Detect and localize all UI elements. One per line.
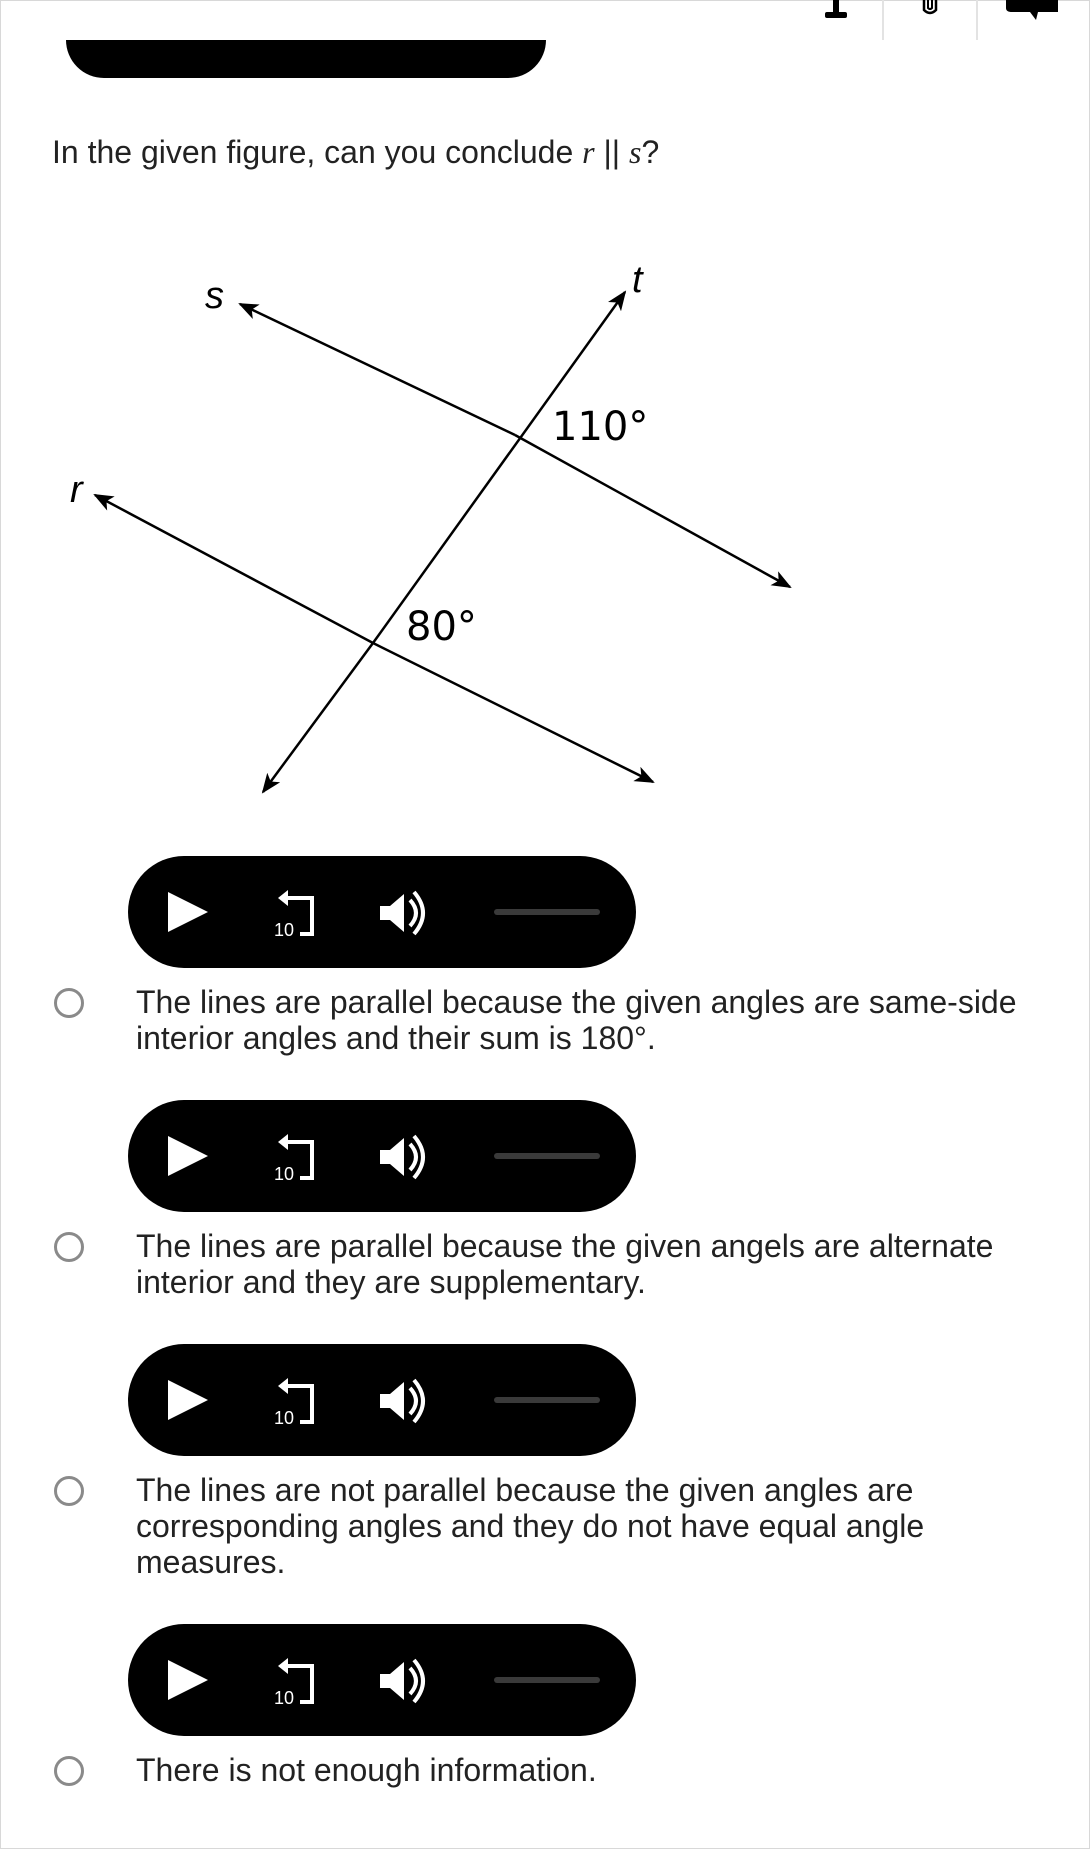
radio-button[interactable] — [54, 1476, 84, 1506]
rewind-10-button[interactable] — [268, 1656, 328, 1708]
line-t — [373, 292, 625, 643]
audio-player-cropped — [66, 40, 546, 78]
line-r — [373, 643, 653, 782]
rewind-10-icon — [268, 1132, 328, 1184]
volume-button[interactable] — [378, 1378, 438, 1424]
label-r: r — [70, 469, 83, 511]
question-text — [52, 134, 659, 171]
rewind-label: 10 — [274, 1408, 295, 1428]
rewind-10-icon — [268, 1656, 328, 1708]
play-icon — [164, 1134, 210, 1178]
seek-bar[interactable] — [494, 1397, 600, 1403]
rewind-10-button[interactable] — [268, 1376, 328, 1428]
volume-button[interactable] — [378, 1134, 438, 1180]
audio-player — [128, 856, 636, 968]
parallel-symbol: || — [594, 134, 629, 170]
play-icon — [164, 890, 210, 934]
label-s: s — [205, 275, 224, 317]
angle-80-label: 80° — [406, 604, 477, 650]
radio-button[interactable] — [54, 988, 84, 1018]
radio-button[interactable] — [54, 1232, 84, 1262]
play-button[interactable] — [164, 1658, 210, 1702]
volume-button[interactable] — [378, 1658, 438, 1704]
question-var-r: r — [582, 134, 595, 170]
play-icon — [164, 1378, 210, 1422]
rewind-label: 10 — [274, 920, 295, 940]
play-button[interactable] — [164, 890, 210, 934]
option-text: The lines are not parallel because the given angles are corresponding angles and they do not have equal angle measures. — [136, 1472, 925, 1580]
text-cursor-tool-button[interactable] — [790, 0, 882, 40]
attachment-tool-button[interactable] — [884, 0, 976, 40]
rewind-label: 10 — [274, 1688, 295, 1708]
radio-button[interactable] — [54, 1756, 84, 1786]
audio-player — [128, 1100, 636, 1212]
volume-icon — [378, 1378, 438, 1424]
rewind-10-icon — [268, 1376, 328, 1428]
paperclip-icon — [884, 0, 976, 40]
top-toolbar — [790, 0, 1090, 40]
audio-player — [128, 1624, 636, 1736]
line-s — [515, 435, 790, 587]
question-var-s: s — [628, 134, 642, 170]
play-button[interactable] — [164, 1378, 210, 1422]
angle-110-label: 110° — [552, 404, 649, 450]
geometry-figure — [50, 240, 810, 810]
label-t: t — [632, 259, 643, 301]
option-text: The lines are parallel because the given angles are same-side interior angles and their sum is 180°. — [136, 984, 1017, 1056]
line-t — [263, 643, 373, 792]
volume-button[interactable] — [378, 890, 438, 936]
play-button[interactable] — [164, 1134, 210, 1178]
speech-bubble-icon — [978, 0, 1090, 40]
question-suffix: ? — [641, 134, 660, 170]
option-text: There is not enough information. — [136, 1752, 597, 1788]
question-prefix: In the given figure, can you conclude — [52, 134, 583, 170]
seek-bar[interactable] — [494, 909, 600, 915]
seek-bar[interactable] — [494, 1677, 600, 1683]
seek-bar[interactable] — [494, 1153, 600, 1159]
option-text: The lines are parallel because the given angels are alternate interior and they are supplementary. — [136, 1228, 994, 1300]
line-r — [95, 495, 373, 643]
rewind-10-button[interactable] — [268, 1132, 328, 1184]
audio-player — [128, 1344, 636, 1456]
rewind-10-button[interactable] — [268, 888, 328, 940]
volume-icon — [378, 890, 438, 936]
comment-tool-button[interactable] — [978, 0, 1070, 40]
line-s — [240, 304, 515, 435]
volume-icon — [378, 1134, 438, 1180]
volume-icon — [378, 1658, 438, 1704]
rewind-label: 10 — [274, 1164, 295, 1184]
text-cursor-icon — [790, 0, 882, 40]
play-icon — [164, 1658, 210, 1702]
rewind-10-icon — [268, 888, 328, 940]
